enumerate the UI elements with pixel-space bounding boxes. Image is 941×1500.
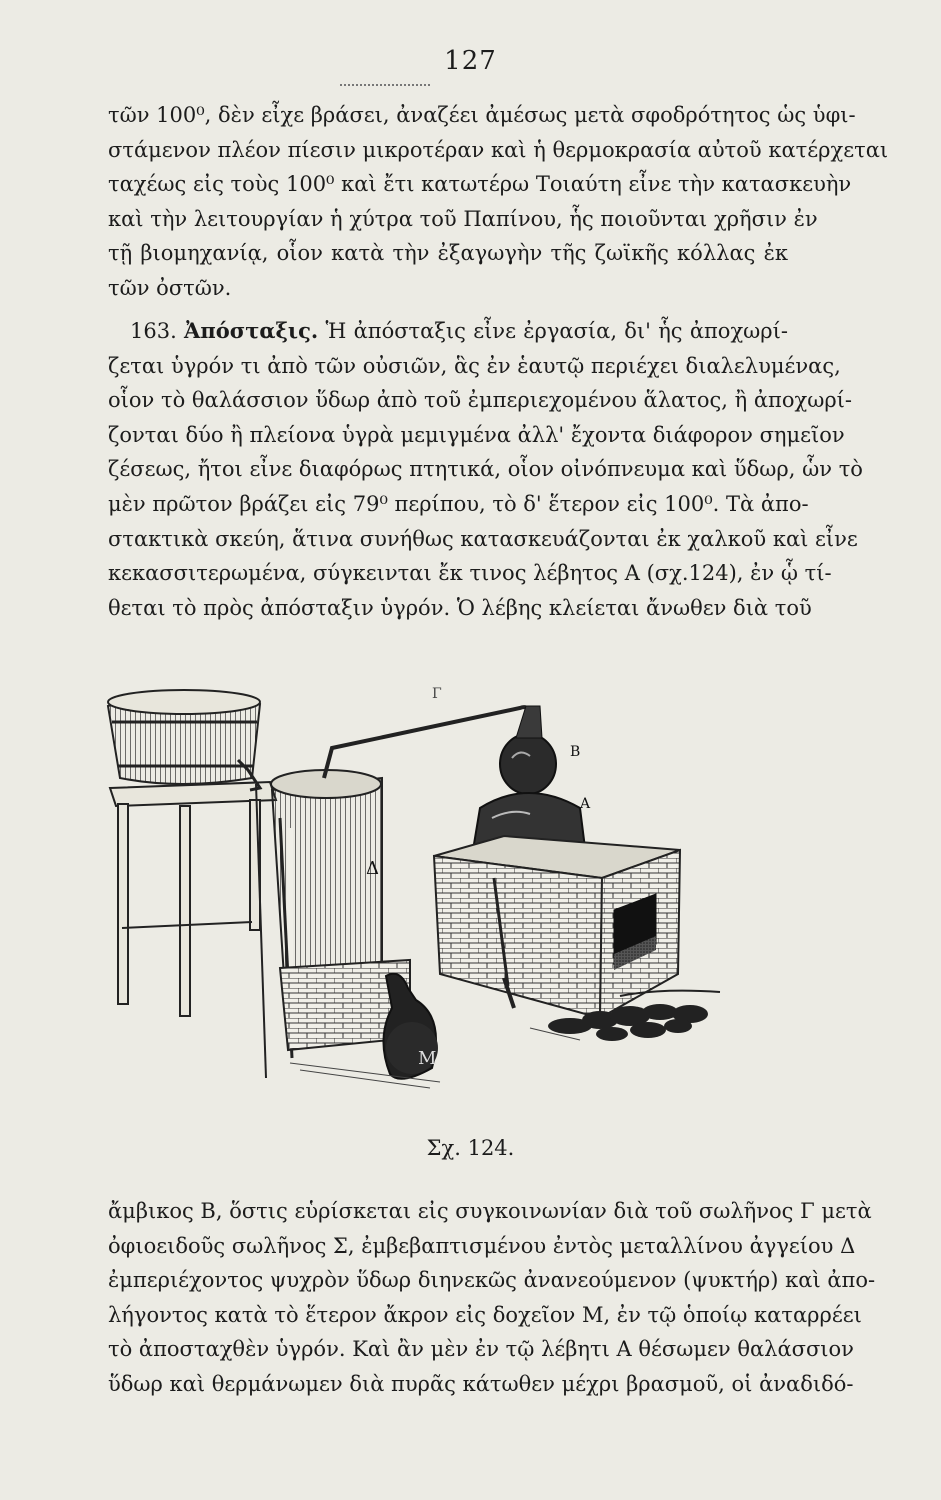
page-number: 127 xyxy=(444,46,497,76)
text-line: καὶ τὴν λειτουργίαν ἡ χύτρα τοῦ Παπίνου, ἧς ποιοῦνται χρῆσιν ἐν xyxy=(108,206,818,231)
paragraph-bottom xyxy=(108,1194,876,1402)
section-number: 163. xyxy=(130,319,177,343)
figure-caption: Σχ. 124. xyxy=(426,1136,515,1160)
label-b: Β xyxy=(570,744,581,760)
text-line: ὀφιοειδοῦς σωλῆνος Σ, ἐμβεβαπτισμένου ἐντὸς μεταλλίνου ἀγγείου Δ xyxy=(108,1233,856,1258)
page-number-rule xyxy=(340,84,430,86)
alembic-b xyxy=(500,706,580,794)
text-line: τῶν 100⁰, δὲν εἶχε βράσει, ἀναζέει ἀμέσως μετὰ σφοδρότητος ὡς ὑφι- xyxy=(108,103,856,127)
paragraph-top xyxy=(108,98,889,306)
text-line: τὸ ἀποσταχθὲν ὑγρόν. Καὶ ἂν μὲν ἐν τῷ λέβητι Α θέσωμεν θαλάσσιον xyxy=(108,1337,854,1362)
section-title: Ἀπόσταξις. xyxy=(184,318,319,343)
label-a: Α xyxy=(580,796,591,812)
text-line: ζονται δύο ἢ πλείονα ὑγρὰ μεμιγμένα ἀλλ' ἔχοντα διάφορον σημεῖον xyxy=(108,422,845,447)
text-line: οἷον τὸ θαλάσσιον ὕδωρ ἀπὸ τοῦ ἐμπεριεχομένου ἅλατος, ἢ ἀποχωρί- xyxy=(108,388,853,413)
text-line: ζεται ὑγρόν τι ἀπὸ τῶν οὐσιῶν, ἃς ἐν ἑαυτῷ περιέχει διαλελυμένας, xyxy=(108,353,841,378)
text-line: μὲν πρῶτον βράζει εἰς 79⁰ περίπου, τὸ δ' ἕτερον εἰς 100⁰. Τὰ ἀπο- xyxy=(108,491,809,516)
section-163 xyxy=(108,314,863,625)
text-line: τῇ βιομηχανίᾳ, οἷον κατὰ τὴν ἐξαγωγὴν τῆς ζωϊκῆς κόλλας ἐκ xyxy=(108,241,788,266)
label-d: Δ xyxy=(366,858,379,879)
water-tub xyxy=(108,690,260,784)
wooden-stool xyxy=(110,782,276,1016)
label-m: Μ xyxy=(418,1048,437,1069)
text-line: κεκασσιτερωμένα, σύγκεινται ἔκ τινος λέβητος Α (σχ.124), ἐν ᾧ τί- xyxy=(108,561,832,586)
text-line: στακτικὰ σκεύη, ἅτινα συνήθως κατασκευάζονται ἐκ χαλκοῦ καὶ εἶνε xyxy=(108,526,858,551)
text-line: θεται τὸ πρὸς ἀπόσταξιν ὑγρόν. Ὁ λέβης κλείεται ἄνωθεν διὰ τοῦ xyxy=(108,595,812,620)
text-line: ζέσεως, ἤτοι εἶνε διαφόρως πτητικά, οἷον οἰνόπνευμα καὶ ὕδωρ, ὧν τὸ xyxy=(108,457,863,482)
text-line: ἐμπεριέχοντος ψυχρὸν ὕδωρ διηνεκῶς ἀνανεούμενον (ψυκτήρ) καὶ ἀπο- xyxy=(108,1268,876,1293)
text-line: ἄμβικος Β, ὅστις εὑρίσκεται εἰς συγκοινωνίαν διὰ τοῦ σωλῆνος Γ μετὰ xyxy=(108,1199,872,1223)
text-line: Ἡ ἀπόσταξις εἶνε ἐργασία, δι' ἧς ἀποχωρί- xyxy=(325,319,788,343)
text-line: στάμενον πλέον πίεσιν μικροτέραν καὶ ἡ θερμοκρασία αὐτοῦ κατέρχεται xyxy=(108,137,889,162)
text-line: ὕδωρ καὶ θερμάνωμεν διὰ πυρᾶς κάτωθεν μέχρι βρασμοῦ, οἱ ἀναδιδό- xyxy=(108,1371,854,1396)
text-line: τῶν ὀστῶν. xyxy=(108,275,232,300)
distillation-apparatus-illustration xyxy=(100,678,800,1098)
text-line: λήγοντος κατὰ τὸ ἕτερον ἄκρον εἰς δοχεῖον Μ, ἐν τῷ ὁποίῳ καταρρέει xyxy=(108,1302,862,1327)
brick-furnace xyxy=(434,836,680,1018)
text-line: ταχέως εἰς τοὺς 100⁰ καὶ ἔτι κατωτέρω Τοιαύτη εἶνε τὴν κατασκευὴν xyxy=(108,172,852,197)
section-heading-line xyxy=(108,314,788,349)
label-g: Γ xyxy=(432,686,442,702)
